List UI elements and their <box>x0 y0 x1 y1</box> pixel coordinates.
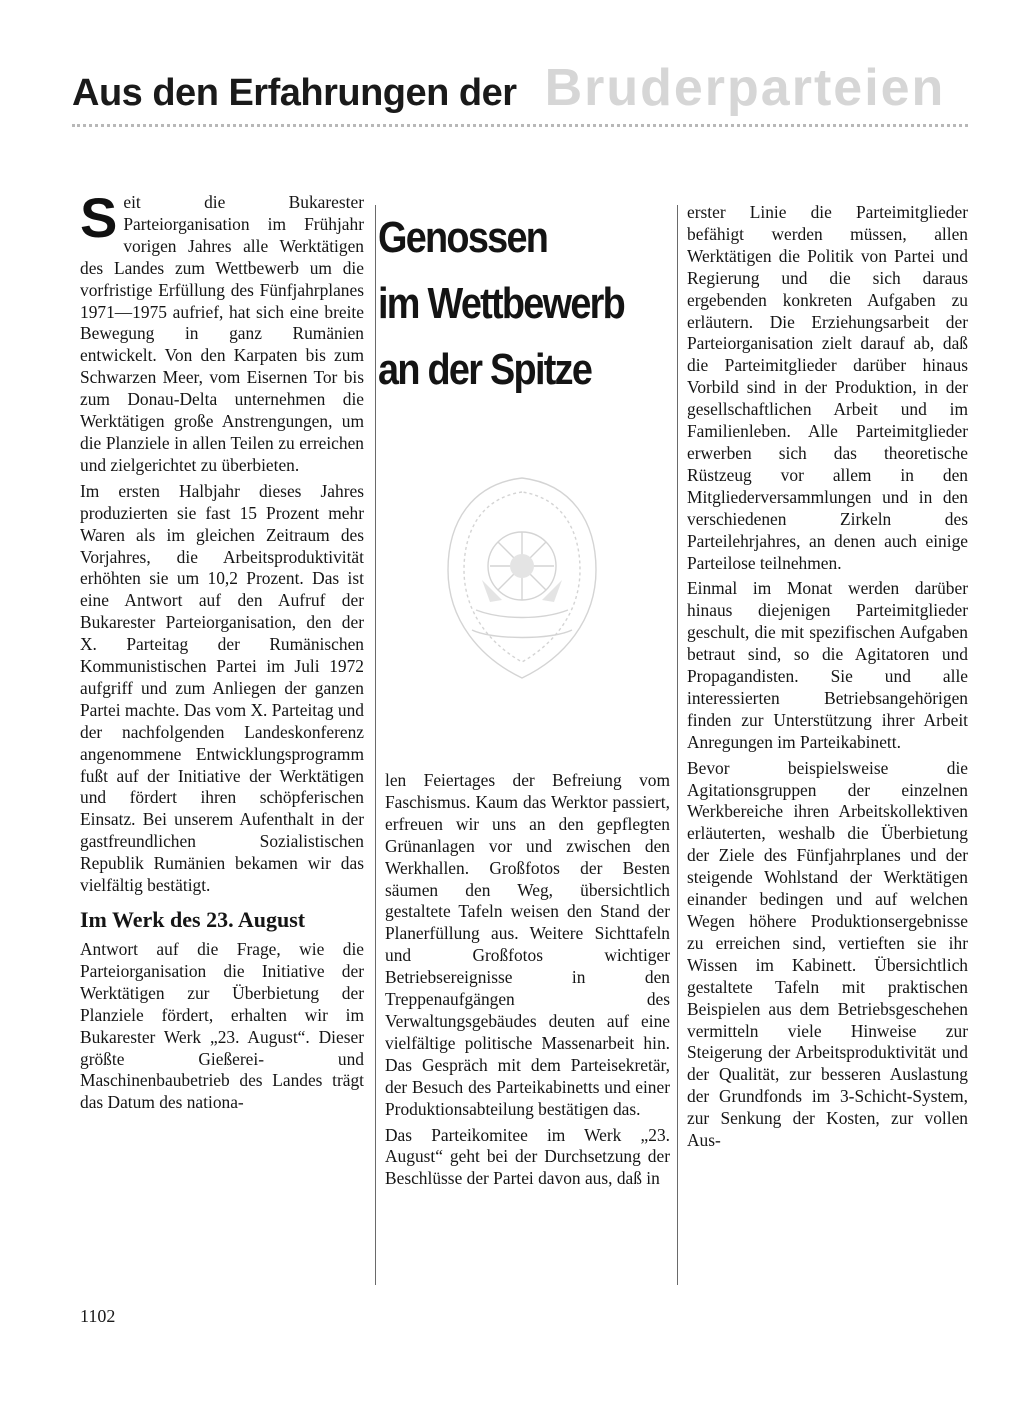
page-number: 1102 <box>80 1306 116 1326</box>
article-column-middle <box>385 770 670 1290</box>
column-divider <box>677 205 678 1285</box>
section-header <box>72 58 972 118</box>
paragraph: Einmal im Monat werden darüber hinaus diejenigen Parteimitglieder geschult, die mit spezifischen Aufgaben betraut sind, so die Agitatoren und Propagandisten. Sie und alle interessierten Betriebsangehörigen finden zur Unterstützung ihrer Arbeit Anregungen im Parteikabinett. <box>687 578 968 752</box>
paragraph-text: eit die Bukarester Parteiorganisation im Frühjahr vorigen Jahres alle Werktätigen des Landes zum Wettbewerb um die vorfristige Erfüllung des Fünfjahrplanes 1971—1975 aufrief, hat sich eine breite Bewegung in ganz Rumänien entwickelt. Von den Karpaten bis zum Schwarzen Meer, vom Eisernen Tor bis zum Donau-Delta unternehmen die Werktätigen große Anstrengungen, um die Planziele in allen Teilen zu erreichen und zielgerichtet zu überbieten. <box>80 192 364 475</box>
paragraph: erster Linie die Parteimitglieder befähigt werden müssen, allen Werktätigen die Politik von Partei und Regierung und die sich daraus ergebenden konkreten Aufgaben zu erläutern. Die Erziehungsarbeit der Parteiorganisation zielt darauf ab, daß die Parteimitglieder darüber hinaus Vorbild sind in der Produktion, in der gesellschaftlichen Arbeit und im Familienleben. Alle Parteimitglieder erwerben sich das theoretische Rüstzeug vor allem in den Mitgliederversammlungen und in den verschiedenen Zirkeln des Parteilehrjahres, an denen auch einige Parteilose teilnehmen. <box>687 202 968 573</box>
headline-line: an der Spitze <box>378 345 592 394</box>
paragraph: len Feiertages der Befreiung vom Faschismus. Kaum das Werktor passiert, erfreuen wir uns an den gepflegten Grünanlagen vor und zwischen den Werkhallen. Großfotos der Besten säumen den Weg, übersichtlich gestaltete Tafeln weisen den Stand der Planerfüllung aus. Weitere Sichttafeln und Großfotos wichtiger Betriebsereignisse in den Treppenaufgängen des Verwaltungsgebäudes deuten auf eine vielfältige politische Massenarbeit hin. Das Gespräch mit dem Parteisekretär, der Besuch des Parteikabinetts und einer Produktionsabteilung bestätigen das. <box>385 770 670 1119</box>
section-title-faded: Bruderparteien <box>544 59 946 117</box>
state-emblem-watermark-icon <box>432 470 612 685</box>
paragraph <box>80 192 364 477</box>
drop-cap: S <box>80 192 118 249</box>
headline-line: im Wettbewerb <box>378 279 625 328</box>
section-title: Aus den Erfahrungen der <box>72 72 517 114</box>
column-divider <box>375 205 376 1285</box>
paragraph: Antwort auf die Frage, wie die Parteiorganisation die Initiative der Werktätigen zur Überbietung der Planziele fördert, erhalten wir im Bukarester Werk „23. August“. Dieser größte Gießerei- und Maschinenbaubetrieb des Landes trägt das Datum des nationa- <box>80 939 364 1113</box>
paragraph: Im ersten Halbjahr dieses Jahres produzierten sie fast 15 Prozent mehr Waren als im gleichen Zeitraum des Vorjahres, die Arbeitsproduktivität erhöhten sie um 10,2 Prozent. Das ist eine Antwort auf den Aufruf der Bukarester Parteiorganisation, den der X. Parteitag der Rumänischen Kommunistischen Partei im Juli 1972 aufgriff und zum Anliegen der ganzen Partei machte. Das vom X. Parteitag und der nachfolgenden Landeskonferenz angenommene Entwicklungsprogramm fußt auf der Initiative der Werktätigen und fördert ihren schöpferischen Einsatz. Bei unserem Aufenthalt in der gastfreundlichen Sozialistischen Republik Rumänien bekamen wir das vielfältig bestätigt. <box>80 480 364 896</box>
headline-line: Genossen <box>378 213 548 262</box>
paragraph: Bevor beispielsweise die Agitationsgruppen der einzelnen Werkbereiche ihren Arbeitskollektiven erläuterten, weshalb die Überbietung der Ziele des Fünfjahrplanes und der steigende Wohlstand der Werktätigen einander bedingen und auf welchen Wegen höhere Produktionsergebnisse zu erreichen sind, vertieften sie ihr Wissen im Kabinett. Übersichtlich gestaltete Tafeln mit praktischen Beispielen aus dem Betriebsgeschehen vermitteln viele Hinweise zur Steigerung der Arbeitsproduktivität und der Qualität, zur besseren Auslastung der Grundfonds im 3-Schicht-System, zur Senkung der Kosten, zur vollen Aus- <box>687 757 968 1151</box>
paragraph: Das Parteikomitee im Werk „23. August“ geht bei der Durchsetzung der Beschlüsse der Partei davon aus, daß in <box>385 1124 670 1189</box>
subheading: Im Werk des 23. August <box>80 907 306 932</box>
article-column-left <box>80 192 364 1292</box>
article-column-right <box>687 202 968 1292</box>
header-rule <box>72 124 968 127</box>
article-headline <box>378 205 634 403</box>
